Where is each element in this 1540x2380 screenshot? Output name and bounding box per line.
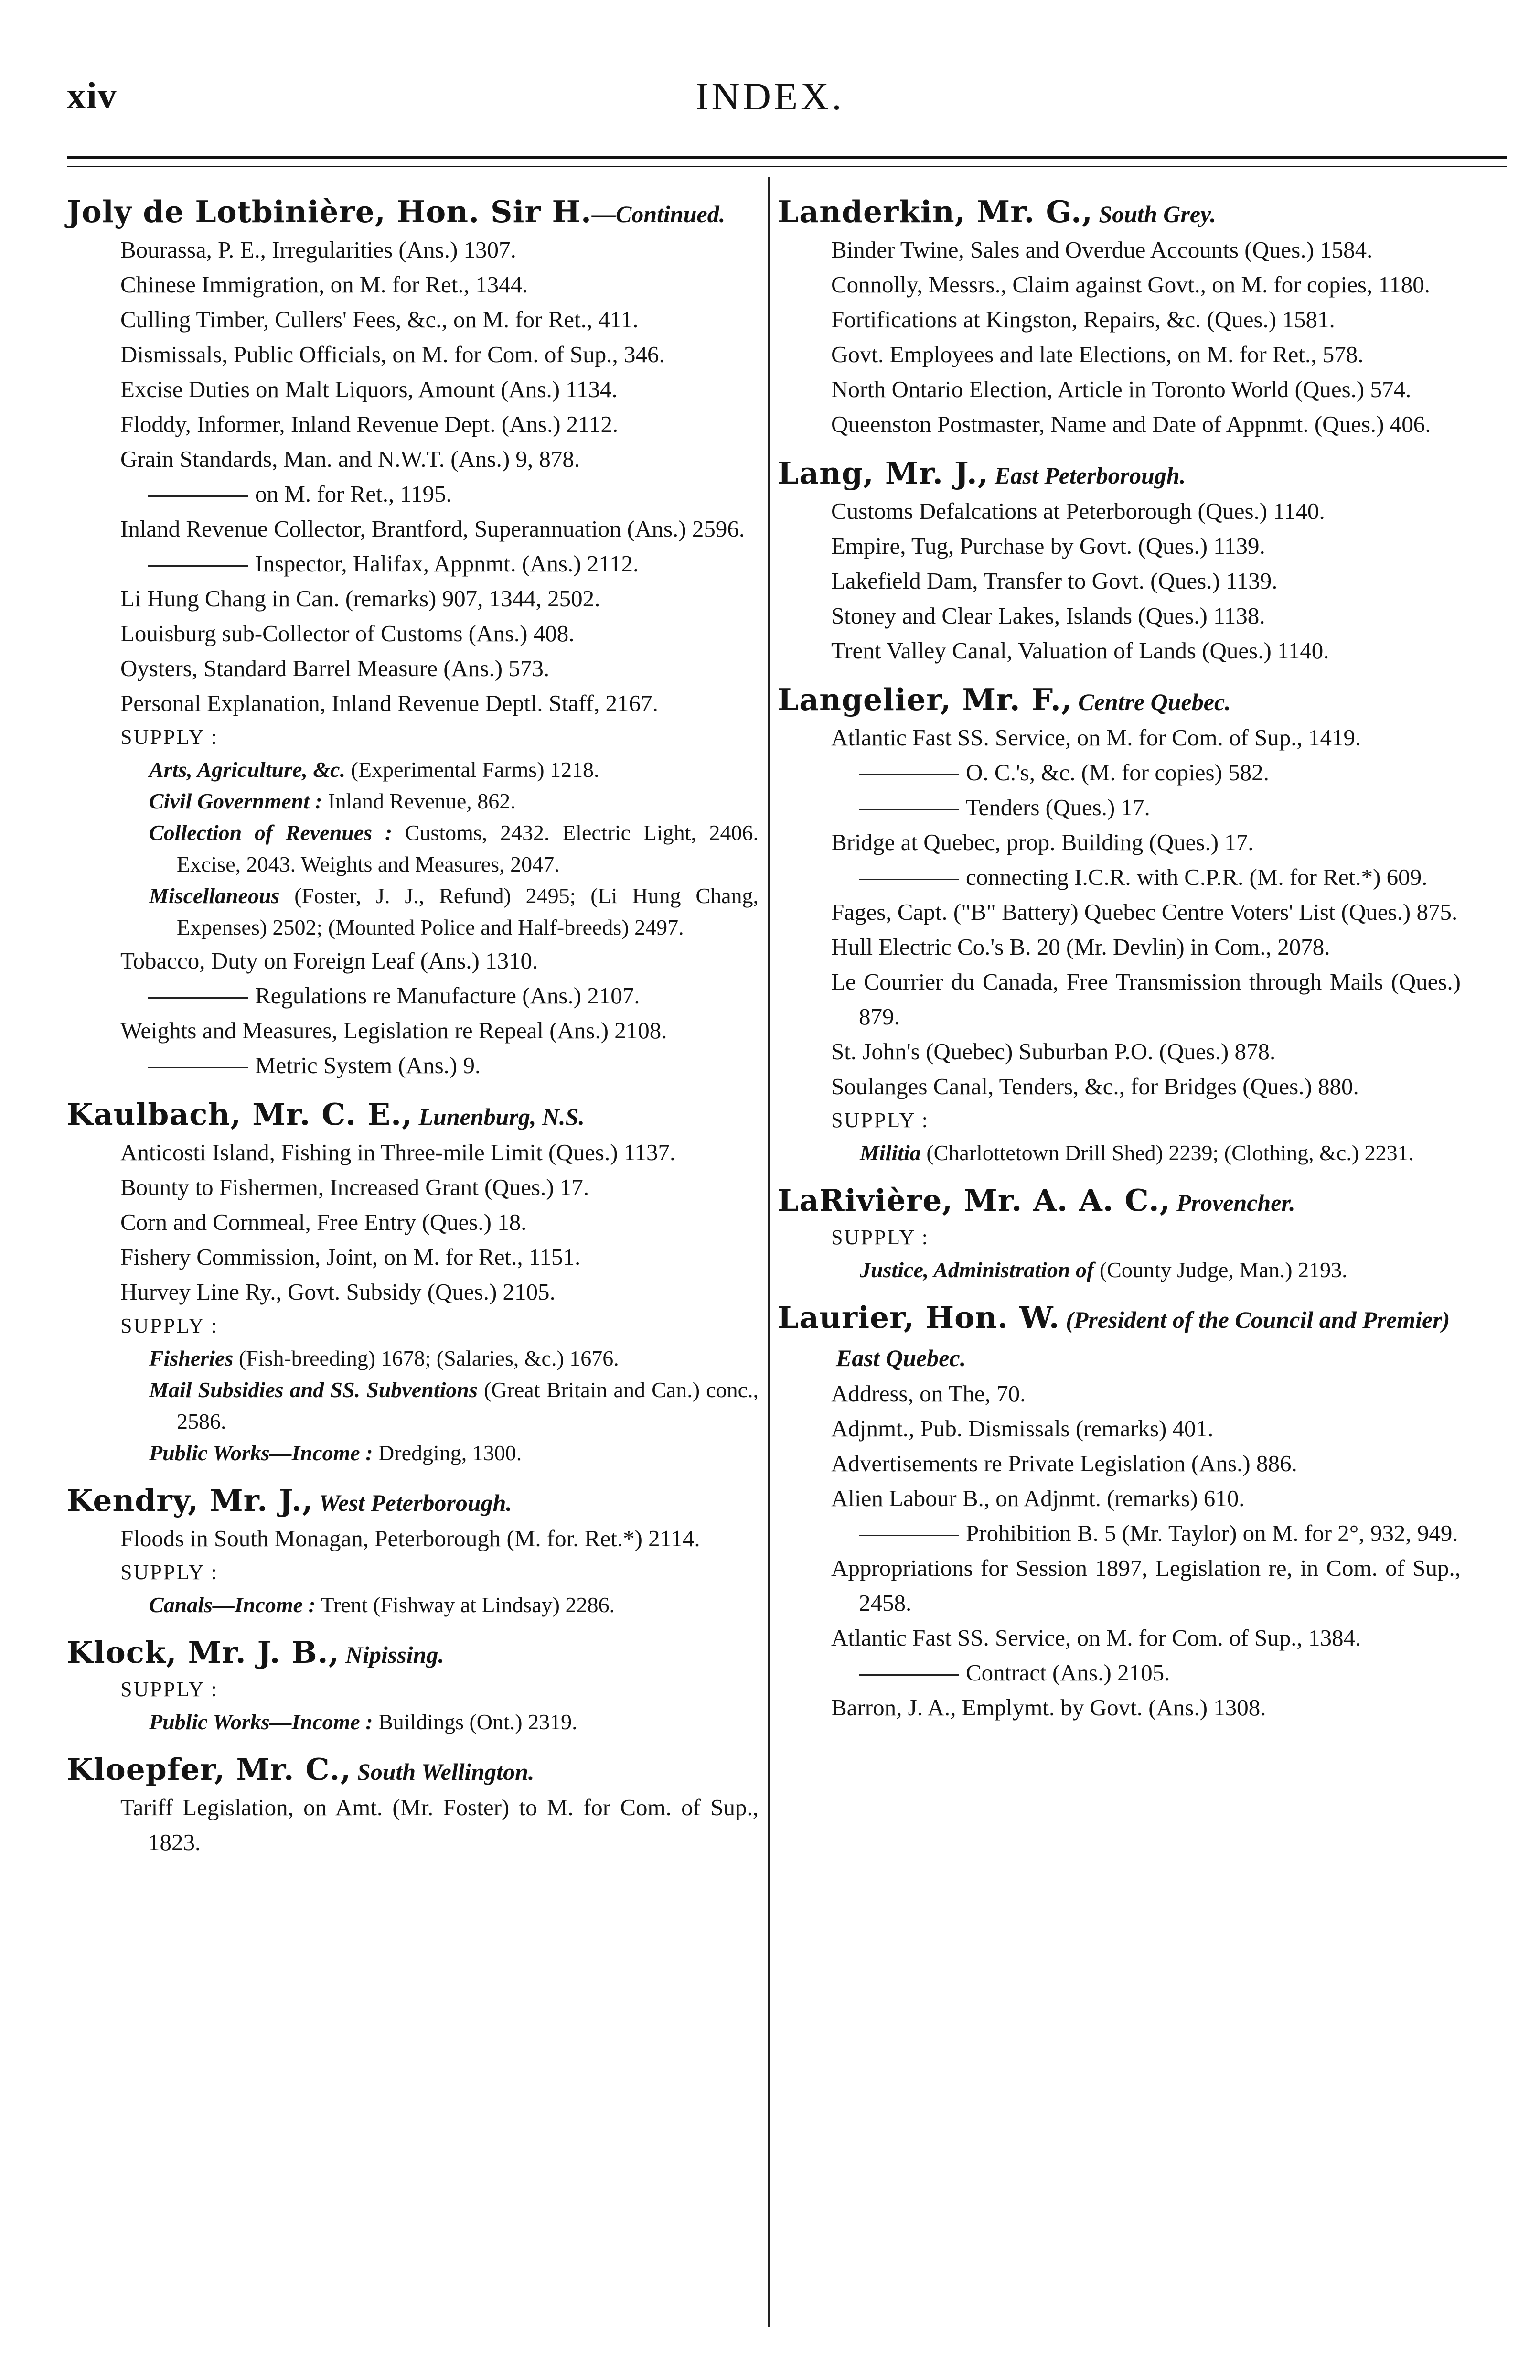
supply-item bbox=[67, 1374, 759, 1437]
index-line: Tobacco, Duty on Foreign Leaf (Ans.) 1310. bbox=[120, 948, 538, 974]
supply-label: SUPPLY : bbox=[120, 725, 219, 749]
index-line: Bourassa, P. E., Irregularities (Ans.) 1307. bbox=[120, 237, 516, 263]
supply-text: (Foster, J. J., Refund) 2495; (Li Hung Chang, Expenses) 2502; (Mounted Police and Half-breeds) 2497. bbox=[177, 883, 759, 939]
index-line: Trent Valley Canal, Valuation of Lands (Ques.) 1140. bbox=[831, 637, 1329, 664]
supply-label: SUPPLY : bbox=[831, 1109, 930, 1132]
supply-text: Dredging, 1300. bbox=[373, 1441, 522, 1465]
ditto-dash bbox=[859, 774, 959, 775]
index-subline-text: connecting I.C.R. with C.P.R. (M. for Ret.*) 609. bbox=[966, 864, 1428, 890]
index-line: Stoney and Clear Lakes, Islands (Ques.) 1138. bbox=[831, 603, 1265, 629]
index-subline bbox=[778, 790, 1461, 825]
supply-item bbox=[67, 817, 759, 880]
index-line: Bridge at Quebec, prop. Building (Ques.) 17. bbox=[831, 829, 1254, 855]
index-line: Li Hung Chang in Can. (remarks) 907, 1344, 2502. bbox=[120, 585, 600, 612]
column-divider bbox=[768, 177, 770, 2327]
index-line: Chinese Immigration, on M. for Ret., 1344. bbox=[120, 271, 528, 298]
supply-category: Public Works—Income : bbox=[149, 1441, 373, 1465]
member-heading bbox=[67, 1482, 759, 1521]
member-constituency: —Continued. bbox=[591, 201, 726, 227]
supply-category: Civil Government : bbox=[149, 789, 322, 813]
index-line: Adjnmt., Pub. Dismissals (remarks) 401. bbox=[831, 1415, 1214, 1442]
member-name: Lang, Mr. J., bbox=[778, 455, 989, 491]
index-line: Le Courrier du Canada, Free Transmission through Mails (Ques.) 879. bbox=[831, 969, 1461, 1030]
supply-text: Trent (Fishway at Lindsay) 2286. bbox=[315, 1593, 615, 1617]
member-constituency: Centre Quebec. bbox=[1072, 689, 1231, 715]
ditto-dash bbox=[859, 809, 959, 810]
supply-item bbox=[67, 1437, 759, 1469]
page-title: INDEX. bbox=[695, 75, 845, 118]
index-line: Queenston Postmaster, Name and Date of Appnmt. (Ques.) 406. bbox=[831, 411, 1431, 437]
index-line: Culling Timber, Cullers' Fees, &c., on M. for Ret., 411. bbox=[120, 306, 639, 333]
supply-label: SUPPLY : bbox=[831, 1226, 930, 1249]
member-name: Kendry, Mr. J., bbox=[67, 1483, 313, 1518]
index-line: Hull Electric Co.'s B. 20 (Mr. Devlin) in Com., 2078. bbox=[831, 934, 1330, 960]
member-name: Landerkin, Mr. G., bbox=[778, 194, 1093, 229]
supply-text: (Fish-breeding) 1678; (Salaries, &c.) 1676. bbox=[233, 1346, 619, 1370]
index-entry bbox=[778, 455, 1461, 668]
member-name: Laurier, Hon. W. bbox=[778, 1300, 1060, 1335]
index-line: Connolly, Messrs., Claim against Govt., on M. for copies, 1180. bbox=[831, 271, 1430, 298]
index-subline-text: O. C.'s, &c. (M. for copies) 582. bbox=[966, 759, 1269, 786]
index-entry bbox=[67, 1634, 759, 1738]
member-heading bbox=[778, 455, 1461, 494]
index-line: Floddy, Informer, Inland Revenue Dept. (Ans.) 2112. bbox=[120, 411, 619, 437]
index-subline-text: Contract (Ans.) 2105. bbox=[966, 1659, 1170, 1686]
index-line: Advertisements re Private Legislation (Ans.) 886. bbox=[831, 1450, 1297, 1476]
index-entry bbox=[67, 1751, 759, 1860]
index-line: Soulanges Canal, Tenders, &c., for Bridges (Ques.) 880. bbox=[831, 1073, 1359, 1099]
index-subline bbox=[67, 1048, 759, 1083]
header-rule-thin bbox=[67, 166, 1507, 167]
index-subline-text: Inspector, Halifax, Appnmt. (Ans.) 2112. bbox=[255, 550, 639, 577]
supply-category: Miscellaneous bbox=[149, 883, 280, 908]
index-entry bbox=[67, 1482, 759, 1621]
index-line: Binder Twine, Sales and Overdue Accounts (Ques.) 1584. bbox=[831, 237, 1373, 263]
supply-category: Arts, Agriculture, &c. bbox=[149, 757, 346, 782]
supply-item bbox=[67, 1589, 759, 1621]
index-line: Grain Standards, Man. and N.W.T. (Ans.) 9, 878. bbox=[120, 446, 580, 472]
member-name: Joly de Lotbinière, Hon. Sir H. bbox=[67, 194, 592, 229]
index-line: Corn and Cornmeal, Free Entry (Ques.) 18. bbox=[120, 1209, 527, 1235]
index-line: Fortifications at Kingston, Repairs, &c. (Ques.) 1581. bbox=[831, 306, 1335, 333]
index-subline bbox=[778, 860, 1461, 894]
index-subline-text: Regulations re Manufacture (Ans.) 2107. bbox=[255, 982, 640, 1009]
supply-text: (Charlottetown Drill Shed) 2239; (Clothing, &c.) 2231. bbox=[920, 1141, 1414, 1165]
index-line: Dismissals, Public Officials, on M. for Com. of Sup., 346. bbox=[120, 341, 665, 367]
index-subline-text: Prohibition B. 5 (Mr. Taylor) on M. for 2°, 932, 949. bbox=[966, 1520, 1458, 1546]
supply-category: Fisheries bbox=[149, 1346, 234, 1370]
index-line: Atlantic Fast SS. Service, on M. for Com. of Sup., 1384. bbox=[831, 1625, 1361, 1651]
member-heading bbox=[67, 1751, 759, 1790]
member-constituency: (President of the Council and Premier) East Quebec. bbox=[836, 1306, 1450, 1371]
member-constituency: Nipissing. bbox=[339, 1641, 445, 1668]
index-line: Excise Duties on Malt Liquors, Amount (Ans.) 1134. bbox=[120, 376, 618, 402]
left-column bbox=[67, 194, 759, 1868]
member-constituency: Provencher. bbox=[1170, 1189, 1295, 1216]
ditto-dash bbox=[859, 1674, 959, 1676]
supply-label: SUPPLY : bbox=[120, 1314, 219, 1337]
supply-category: Public Works—Income : bbox=[149, 1710, 373, 1734]
index-line: Tariff Legislation, on Amt. (Mr. Foster) to M. for Com. of Sup., 1823. bbox=[120, 1794, 759, 1855]
supply-item bbox=[67, 880, 759, 943]
supply-text: Customs, 2432. Electric Light, 2406. Excise, 2043. Weights and Measures, 2047. bbox=[177, 820, 759, 876]
index-line: Floods in South Monagan, Peterborough (M. for. Ret.*) 2114. bbox=[120, 1525, 700, 1551]
member-heading bbox=[778, 194, 1461, 232]
index-entry bbox=[778, 194, 1461, 442]
member-constituency: East Peterborough. bbox=[988, 462, 1186, 489]
index-entry bbox=[67, 1096, 759, 1469]
member-constituency: Lunenburg, N.S. bbox=[413, 1103, 585, 1130]
member-heading bbox=[67, 1634, 759, 1673]
index-line: Hurvey Line Ry., Govt. Subsidy (Ques.) 2105. bbox=[120, 1279, 556, 1305]
member-name: Klock, Mr. J. B., bbox=[67, 1635, 340, 1670]
member-heading bbox=[778, 1299, 1461, 1376]
member-constituency: South Grey. bbox=[1092, 201, 1216, 227]
index-line: Atlantic Fast SS. Service, on M. for Com. of Sup., 1419. bbox=[831, 724, 1361, 751]
supply-category: Collection of Revenues : bbox=[149, 820, 393, 845]
member-heading bbox=[67, 194, 759, 232]
supply-category: Canals—Income : bbox=[149, 1593, 316, 1617]
supply-text: (County Judge, Man.) 2193. bbox=[1094, 1258, 1348, 1282]
member-name: Kaulbach, Mr. C. E., bbox=[67, 1097, 413, 1132]
ditto-dash bbox=[148, 1067, 248, 1068]
supply-item bbox=[67, 1706, 759, 1738]
supply-item bbox=[67, 786, 759, 817]
ditto-dash bbox=[859, 1535, 959, 1536]
supply-label: SUPPLY : bbox=[120, 1678, 219, 1701]
member-heading bbox=[67, 1096, 759, 1135]
index-subline-text: Tenders (Ques.) 17. bbox=[966, 794, 1150, 820]
supply-item bbox=[778, 1254, 1461, 1286]
index-line: Barron, J. A., Emplymt. by Govt. (Ans.) 1308. bbox=[831, 1694, 1266, 1721]
index-subline bbox=[778, 1655, 1461, 1690]
page-number: xiv bbox=[67, 75, 118, 116]
supply-category: Mail Subsidies and SS. Subventions bbox=[149, 1378, 478, 1402]
index-entry bbox=[67, 194, 759, 1083]
index-line: Bounty to Fishermen, Increased Grant (Ques.) 17. bbox=[120, 1174, 589, 1200]
index-line: North Ontario Election, Article in Toronto World (Ques.) 574. bbox=[831, 376, 1412, 402]
index-subline-text: on M. for Ret., 1195. bbox=[255, 481, 452, 507]
index-line: Oysters, Standard Barrel Measure (Ans.) 573. bbox=[120, 655, 550, 681]
member-name: Langelier, Mr. F., bbox=[778, 682, 1072, 717]
right-column bbox=[778, 194, 1461, 1734]
index-line: Empire, Tug, Purchase by Govt. (Ques.) 1139. bbox=[831, 533, 1265, 559]
index-line: St. John's (Quebec) Suburban P.O. (Ques.) 878. bbox=[831, 1038, 1276, 1065]
member-constituency: West Peterborough. bbox=[313, 1489, 512, 1516]
index-line: Lakefield Dam, Transfer to Govt. (Ques.) 1139. bbox=[831, 568, 1278, 594]
supply-text: Buildings (Ont.) 2319. bbox=[373, 1710, 578, 1734]
index-subline bbox=[67, 978, 759, 1013]
supply-category: Justice, Administration of bbox=[860, 1258, 1094, 1282]
index-line: Appropriations for Session 1897, Legislation re, in Com. of Sup., 2458. bbox=[831, 1555, 1461, 1616]
member-constituency: South Wellington. bbox=[351, 1758, 535, 1785]
supply-item bbox=[67, 754, 759, 786]
index-entry bbox=[778, 681, 1461, 1169]
index-line: Fages, Capt. ("B" Battery) Quebec Centre Voters' List (Ques.) 875. bbox=[831, 899, 1458, 925]
index-entry bbox=[778, 1299, 1461, 1725]
member-heading bbox=[778, 681, 1461, 720]
index-line: Personal Explanation, Inland Revenue Deptl. Staff, 2167. bbox=[120, 690, 658, 716]
index-subline bbox=[67, 476, 759, 511]
supply-label: SUPPLY : bbox=[120, 1561, 219, 1584]
index-subline-text: Metric System (Ans.) 9. bbox=[255, 1052, 481, 1078]
supply-text: (Great Britain and Can.) conc., 2586. bbox=[177, 1378, 759, 1433]
member-name: LaRivière, Mr. A. A. C., bbox=[778, 1183, 1171, 1218]
index-subline bbox=[778, 1516, 1461, 1551]
page-header bbox=[0, 0, 1540, 153]
supply-category: Militia bbox=[860, 1141, 921, 1165]
index-line: Weights and Measures, Legislation re Repeal (Ans.) 2108. bbox=[120, 1017, 667, 1044]
index-line: Anticosti Island, Fishing in Three-mile Limit (Ques.) 1137. bbox=[120, 1139, 676, 1165]
header-rule-thick bbox=[67, 156, 1507, 159]
supply-text: Inland Revenue, 862. bbox=[322, 789, 516, 813]
index-line: Louisburg sub-Collector of Customs (Ans.) 408. bbox=[120, 620, 575, 646]
index-line: Address, on The, 70. bbox=[831, 1380, 1026, 1407]
supply-text: (Experimental Farms) 1218. bbox=[345, 757, 599, 782]
member-name: Kloepfer, Mr. C., bbox=[67, 1752, 352, 1787]
supply-item bbox=[67, 1343, 759, 1374]
index-line: Alien Labour B., on Adjnmt. (remarks) 610. bbox=[831, 1485, 1245, 1511]
ditto-dash bbox=[148, 495, 248, 497]
index-line: Inland Revenue Collector, Brantford, Superannuation (Ans.) 2596. bbox=[120, 516, 745, 542]
index-line: Fishery Commission, Joint, on M. for Ret., 1151. bbox=[120, 1244, 581, 1270]
index-entry bbox=[778, 1182, 1461, 1286]
ditto-dash bbox=[148, 997, 248, 999]
index-subline bbox=[67, 546, 759, 581]
index-line: Customs Defalcations at Peterborough (Ques.) 1140. bbox=[831, 498, 1325, 524]
supply-item bbox=[778, 1137, 1461, 1169]
ditto-dash bbox=[859, 879, 959, 880]
ditto-dash bbox=[148, 565, 248, 567]
index-subline bbox=[778, 755, 1461, 790]
index-line: Govt. Employees and late Elections, on M. for Ret., 578. bbox=[831, 341, 1364, 367]
member-heading bbox=[778, 1182, 1461, 1221]
